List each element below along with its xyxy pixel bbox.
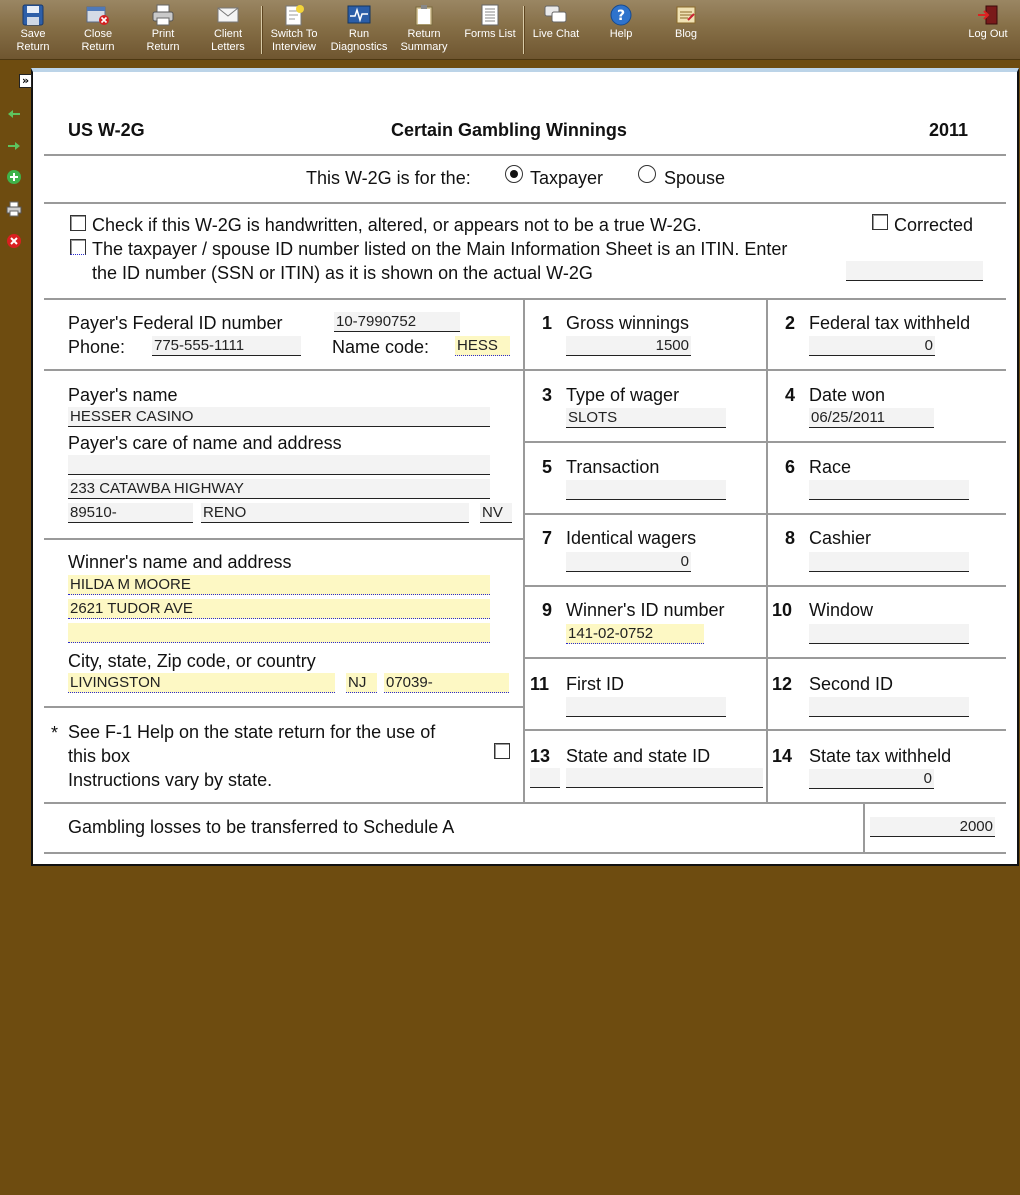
column-divider [766,299,768,803]
state-note-asterisk: * [51,723,59,743]
divider [44,538,524,540]
box-11-number: 11 [530,674,550,694]
divider [44,202,1006,204]
run-label-2: Diagnostics [330,41,388,53]
winner-address-2-field[interactable] [68,623,490,643]
blog-button[interactable] [654,4,718,58]
corrected-checkbox[interactable] [872,214,888,230]
box-14-number: 14 [772,746,793,766]
box-11-label: First ID [566,674,624,694]
forms-list-icon [478,4,502,26]
run-diagnostics-button[interactable] [327,4,391,58]
radio-selected-dot [510,170,518,178]
state-use-checkbox[interactable] [494,743,510,759]
delete-form-icon[interactable] [6,233,22,249]
winner-city-field[interactable]: LIVINGSTON [68,673,335,693]
back-arrow-icon[interactable] [6,106,22,122]
w2g-for-label: This W-2G is for the: [306,168,471,188]
winner-address-field[interactable]: 2621 TUDOR AVE [68,599,490,619]
name-code-field[interactable]: HESS [455,336,510,356]
transaction-field[interactable] [566,480,726,500]
winner-id-number-field[interactable]: 141-02-0752 [566,624,704,644]
corrected-label: Corrected [894,215,974,235]
print-label-1: Print [151,28,175,40]
state-id-field[interactable] [566,768,763,788]
box-6-label: Race [809,457,852,477]
box-1-number: 1 [542,313,553,333]
spouse-label: Spouse [664,168,726,188]
client-label-1: Client [213,28,243,40]
logout-label: Log Out [968,28,1008,40]
state-tax-withheld-field[interactable]: 0 [809,769,934,789]
winner-label: Winner's name and address [68,552,292,572]
box-5-label: Transaction [566,457,660,477]
forward-arrow-icon[interactable] [6,138,22,154]
gross-winnings-field[interactable]: 1500 [566,336,691,356]
switch-label-2: Interview [271,41,317,53]
column-divider [863,803,865,853]
payer-city-field[interactable]: RENO [201,503,469,523]
payer-zip-field[interactable]: 89510- [68,503,193,523]
collapse-toggle-button[interactable]: » [19,74,32,88]
taxpayer-label: Taxpayer [530,168,604,188]
clipboard-icon [412,4,436,26]
close-label-2: Return [81,41,115,53]
envelope-icon [216,4,240,26]
live-chat-button[interactable] [524,4,588,58]
handwritten-label: Check if this W-2G is handwritten, altered, or appears not to be a true W-2G. [92,215,702,235]
print-return-button[interactable] [131,4,195,58]
chat-label: Live Chat [532,28,580,40]
form-title: Certain Gambling Winnings [391,120,627,140]
close-label-1: Close [83,28,113,40]
payer-name-label: Payer's name [68,385,178,405]
save-label-2: Return [16,41,50,53]
divider [44,369,524,371]
box-2-number: 2 [785,313,796,333]
second-id-field[interactable] [809,697,969,717]
forms-label: Forms List [464,28,516,40]
save-label-1: Save [20,28,46,40]
itin-id-number-field[interactable] [846,261,983,281]
divider [44,852,1006,854]
divider [524,513,1006,515]
payer-fed-id-label: Payer's Federal ID number [68,313,283,333]
add-form-icon[interactable] [6,169,22,185]
client-label-2: Letters [211,41,245,53]
name-code-label: Name code: [332,337,430,357]
box-3-label: Type of wager [566,385,680,405]
form-year: 2011 [929,120,969,140]
see-help-line-3: Instructions vary by state. [68,770,273,790]
handwritten-checkbox[interactable] [70,215,86,231]
itin-label-line-1: The taxpayer / spouse ID number listed on the Main Information Sheet is an ITIN. Enter [92,239,788,259]
first-id-field[interactable] [566,697,726,717]
form-code: US W-2G [68,120,145,140]
toolbar [0,0,1020,60]
box-10-label: Window [809,600,874,620]
box-9-label: Winner's ID number [566,600,725,620]
interview-sheet-icon [282,4,306,26]
see-help-line-1: See F-1 Help on the state return for the use of [68,722,436,742]
box-10-number: 10 [772,600,793,620]
winner-state-field[interactable]: NJ [346,673,377,693]
summary-label-1: Return [407,28,441,40]
box-12-number: 12 [772,674,793,694]
help-icon [609,4,633,26]
window-field[interactable] [809,624,969,644]
close-return-button[interactable] [66,4,130,58]
column-divider [523,299,525,803]
box-8-label: Cashier [809,528,872,548]
gambling-losses-field[interactable]: 2000 [870,817,995,837]
box-13-label: State and state ID [566,746,711,766]
care-of-field[interactable] [68,455,490,475]
box-4-number: 4 [785,385,796,405]
box-2-label: Federal tax withheld [809,313,971,333]
box-5-number: 5 [542,457,553,477]
payer-state-field[interactable]: NV [480,503,512,523]
taxpayer-radio[interactable] [505,165,523,183]
divider [44,298,1006,300]
print-icon[interactable] [6,201,22,217]
box-9-number: 9 [542,600,553,620]
box-8-number: 8 [785,528,796,548]
help-button[interactable] [589,4,653,58]
divider [524,441,1006,443]
floppy-disk-icon [21,4,45,26]
care-of-label: Payer's care of name and address [68,433,342,453]
svg-text:?: ? [616,8,626,24]
w2g-form [31,68,1019,866]
itin-checkbox[interactable] [70,239,86,255]
help-label: Help [609,28,633,40]
itin-label-line-2: the ID number (SSN or ITIN) as it is shown on the actual W-2G [92,263,593,283]
blog-label: Blog [674,28,698,40]
chat-bubbles-icon [544,4,568,26]
switch-label-1: Switch To [270,28,318,40]
spouse-radio[interactable] [638,165,656,183]
return-summary-button[interactable] [392,4,456,58]
payer-address-field[interactable]: 233 CATAWBA HIGHWAY [68,479,490,499]
box-1-label: Gross winnings [566,313,690,333]
box-4-label: Date won [809,385,886,405]
divider [524,657,1006,659]
box-7-number: 7 [542,528,553,548]
see-help-line-2: this box [68,746,131,766]
divider [524,729,1006,731]
divider [44,802,1006,804]
federal-tax-withheld-field[interactable]: 0 [809,336,935,356]
phone-field[interactable]: 775-555-1111 [152,336,301,356]
box-7-label: Identical wagers [566,528,697,548]
close-return-icon [86,4,110,26]
phone-label: Phone: [68,337,126,357]
race-field[interactable] [809,480,969,500]
date-won-field[interactable]: 06/25/2011 [809,408,934,428]
log-out-button[interactable] [956,4,1020,58]
switch-to-interview-button[interactable] [262,4,326,58]
cashier-field[interactable] [809,552,969,572]
summary-label-2: Summary [400,41,448,53]
payer-fed-id-field[interactable]: 10-7990752 [334,312,460,332]
winner-name-field[interactable]: HILDA M MOORE [68,575,490,595]
state-code-field[interactable] [530,768,560,788]
divider [44,706,524,708]
box-3-number: 3 [542,385,553,405]
print-label-2: Return [146,41,180,53]
city-state-zip-label: City, state, Zip code, or country [68,651,316,671]
type-of-wager-field[interactable]: SLOTS [566,408,726,428]
box-14-label: State tax withheld [809,746,952,766]
divider [524,585,1006,587]
payer-name-field[interactable]: HESSER CASINO [68,407,490,427]
left-sidebar [0,62,30,1195]
divider [524,369,1006,371]
box-6-number: 6 [785,457,796,477]
blog-scroll-icon [674,4,698,26]
divider [44,154,1006,156]
gambling-losses-label: Gambling losses to be transferred to Schedule A [68,817,455,837]
box-13-number: 13 [530,746,551,766]
identical-wagers-field[interactable]: 0 [566,552,691,572]
box-12-label: Second ID [809,674,894,694]
save-return-button[interactable] [1,4,65,58]
forms-list-button[interactable] [458,4,522,58]
client-letters-button[interactable] [196,4,260,58]
run-label-1: Run [348,28,370,40]
diagnostics-monitor-icon [347,4,371,26]
printer-icon [151,4,175,26]
winner-zip-field[interactable]: 07039- [384,673,509,693]
logout-door-icon [976,4,1000,26]
